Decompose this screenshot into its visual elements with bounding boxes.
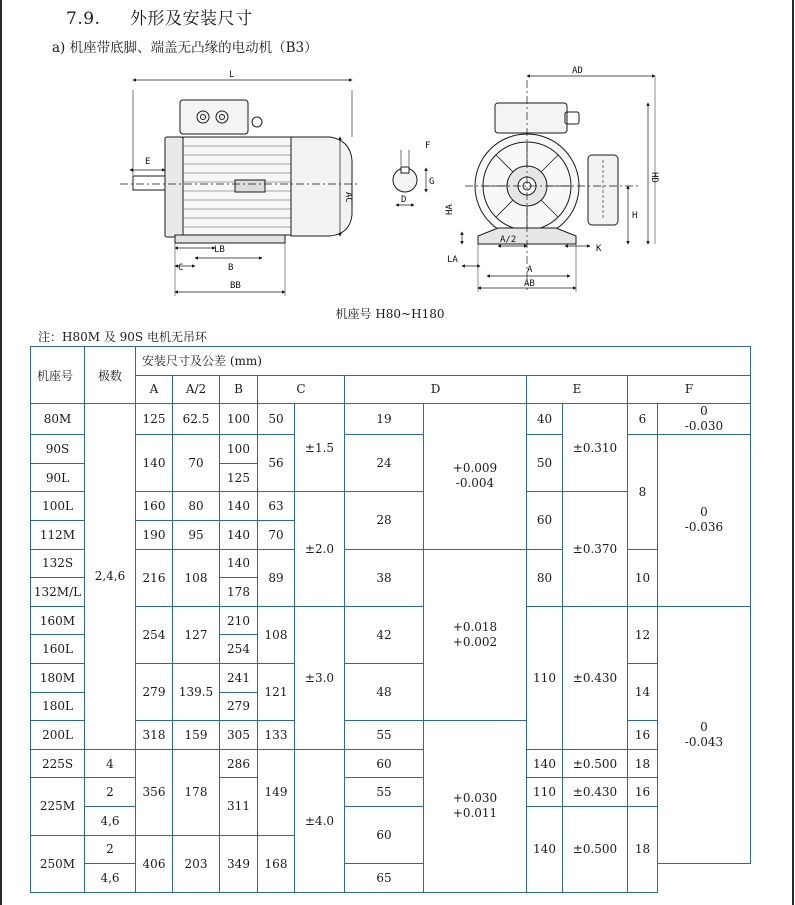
motor-outline-drawing [0,56,795,306]
cell-d: 48 [345,663,424,720]
cell-d: 60 [345,806,424,863]
cell-d-tolerance [424,404,527,549]
tol-upper: +0.009 [452,461,498,476]
cell-e: 80 [527,549,563,606]
cell-frame: 80M [31,404,85,435]
cell-f: 16 [628,778,658,807]
cell-d: 42 [345,606,424,663]
dim-label-ac: AC [343,192,353,203]
cell-c-tolerance: ±1.5 [295,404,345,492]
cell-f: 8 [628,435,658,549]
cell-d: 55 [345,778,424,807]
cell-c: 89 [258,549,295,606]
cell-a: 254 [136,606,173,663]
table-row [31,749,751,778]
cell-f-tolerance [658,606,751,863]
cell-a: 356 [136,749,173,835]
cell-e: 110 [527,606,563,749]
header-e: E [527,375,628,404]
cell-e: 140 [527,806,563,892]
cell-a: 279 [136,663,173,720]
cell-f: 6 [628,404,658,435]
cell-a-half: 203 [173,835,220,892]
cell-frame: 160M [31,606,85,635]
tol-upper: 0 [700,719,708,734]
cell-frame: 90S [31,435,85,464]
cell-c: 108 [258,606,295,663]
cell-frame: 180L [31,692,85,721]
cell-c: 168 [258,835,295,892]
cell-frame: 180M [31,663,85,692]
cell-frame: 112M [31,520,85,549]
cell-e: 50 [527,435,563,492]
side-view [120,80,360,296]
section-number: 7.9. [66,9,101,29]
cell-a: 406 [136,835,173,892]
header-b: B [220,375,258,404]
table-row [31,549,751,578]
cell-c: 121 [258,663,295,720]
section-title [66,4,253,29]
cell-frame: 100L [31,492,85,521]
cell-a-half: 127 [173,606,220,663]
cell-poles: 2 [85,778,136,807]
cell-b: 241 [220,663,258,692]
dim-label-ad: AD [572,66,583,76]
cell-frame: 132S [31,549,85,578]
table-row [31,606,751,635]
cell-e-tolerance: ±0.500 [563,749,628,778]
header-d: D [345,375,527,404]
cell-b: 178 [220,578,258,607]
cell-b: 140 [220,549,258,578]
tol-upper: 0 [700,404,708,419]
cell-poles-shared: 2,4,6 [85,404,136,750]
cell-a-half: 95 [173,520,220,549]
dimension-table [30,346,751,893]
cell-c: 133 [258,721,295,750]
tol-upper: +0.018 [452,619,498,634]
cell-frame: 225S [31,749,85,778]
dim-label-e: E [145,157,151,167]
cell-f-tolerance [658,404,751,435]
header-frame-size: 机座号 [31,347,85,404]
cell-a: 216 [136,549,173,606]
header-c: C [258,375,345,404]
tol-lower: -0.004 [455,476,495,491]
cell-e-tolerance: ±0.370 [563,492,628,606]
cell-a: 160 [136,492,173,521]
tol-lower: -0.036 [684,520,724,535]
cell-c: 70 [258,520,295,549]
cell-frame: 200L [31,721,85,750]
cell-c: 56 [258,435,295,492]
cell-b: 311 [220,778,258,835]
cell-d: 19 [345,404,424,435]
cell-d: 28 [345,492,424,549]
cell-b: 125 [220,463,258,492]
cell-frame: 90L [31,463,85,492]
cell-a-half: 159 [173,721,220,750]
table-note: 注：H80M 及 90S 电机无吊环 [38,330,207,344]
cell-d: 60 [345,749,424,778]
cell-e-tolerance: ±0.310 [563,404,628,492]
cell-poles: 4 [85,749,136,778]
drawing-caption: 机座号 H80~H180 [335,307,445,321]
cell-e: 140 [527,749,563,778]
tol-lower: +0.011 [452,806,498,821]
table-row [31,663,751,692]
cell-e: 110 [527,778,563,807]
cell-frame: 132M/L [31,578,85,607]
cell-a-half: 178 [173,749,220,835]
cell-b: 254 [220,635,258,664]
end-view [462,76,655,292]
dim-label-hd: HD [649,172,659,183]
tol-upper: +0.030 [452,791,498,806]
cell-c: 50 [258,404,295,435]
cell-c: 63 [258,492,295,521]
cell-b: 140 [220,492,258,521]
cell-b: 286 [220,749,258,778]
cell-d-tolerance [424,721,527,893]
cell-f: 18 [628,749,658,778]
dim-label-ab: AB [524,279,535,289]
dim-label-a-half: A/2 [500,235,517,245]
dim-label-g: G [429,177,435,187]
cell-b: 349 [220,835,258,892]
cell-a: 318 [136,721,173,750]
cell-f: 10 [628,549,658,606]
cell-e-tolerance: ±0.500 [563,806,628,892]
tol-lower: +0.002 [452,634,498,649]
cell-b: 100 [220,404,258,435]
dim-label-f: F [425,141,431,151]
cell-frame: 250M [31,835,85,892]
header-f: F [628,375,751,404]
cell-f-tolerance [658,435,751,607]
table-row [31,721,751,750]
dim-label-bb: BB [230,281,241,291]
cell-c-tolerance: ±2.0 [295,492,345,606]
cell-d: 38 [345,549,424,606]
cell-b: 210 [220,606,258,635]
cell-b: 140 [220,520,258,549]
cell-poles: 2 [85,835,136,864]
cell-a: 190 [136,520,173,549]
cell-a: 125 [136,404,173,435]
cell-d: 65 [345,864,424,893]
cell-c: 149 [258,749,295,835]
cell-d: 55 [345,721,424,750]
cell-f: 18 [628,806,658,892]
cell-frame: 160L [31,635,85,664]
cell-a-half: 139.5 [173,663,220,720]
cell-d-tolerance [424,549,527,721]
header-a: A [136,375,173,404]
tol-lower: -0.030 [684,419,724,434]
cell-a-half: 108 [173,549,220,606]
cell-a: 140 [136,435,173,492]
dim-label-a: A [527,265,533,275]
header-dimension-group: 安装尺寸及公差 (mm) [136,347,751,376]
dim-label-l: L [229,70,235,80]
tol-upper: 0 [700,505,708,520]
dim-label-k: K [596,244,602,254]
section-subtitle: a) 机座带底脚、端盖无凸缘的电动机（B3） [52,40,318,56]
table-row [31,435,751,464]
cell-e-tolerance: ±0.430 [563,778,628,807]
cell-poles: 4,6 [85,806,136,835]
header-poles: 极数 [85,347,136,404]
cell-c-tolerance: ±4.0 [295,749,345,892]
cell-b: 100 [220,435,258,464]
cell-f: 12 [628,606,658,663]
cell-e: 60 [527,492,563,549]
cell-f: 14 [628,663,658,720]
cell-d: 24 [345,435,424,492]
cell-e: 40 [527,404,563,435]
cell-poles: 4,6 [85,864,136,893]
header-a-half: A/2 [173,375,220,404]
dim-label-la: LA [447,255,458,265]
cell-c-tolerance: ±3.0 [295,606,345,749]
dim-label-lb: LB [214,245,225,255]
shaft-keyway-detail [393,150,426,205]
dim-label-c: C [178,263,184,273]
table-row [31,404,751,435]
cell-b: 279 [220,692,258,721]
cell-f: 16 [628,721,658,750]
cell-a-half: 70 [173,435,220,492]
cell-a-half: 62.5 [173,404,220,435]
dim-label-b: B [228,263,234,273]
section-title-text: 外形及安装尺寸 [130,9,253,29]
cell-b: 305 [220,721,258,750]
dim-label-ha: HA [445,204,455,215]
cell-frame: 225M [31,778,85,835]
dim-label-d: D [401,195,407,205]
tol-lower: -0.043 [684,734,724,749]
cell-e-tolerance: ±0.430 [563,606,628,749]
dim-label-h: H [632,211,638,221]
cell-a-half: 80 [173,492,220,521]
